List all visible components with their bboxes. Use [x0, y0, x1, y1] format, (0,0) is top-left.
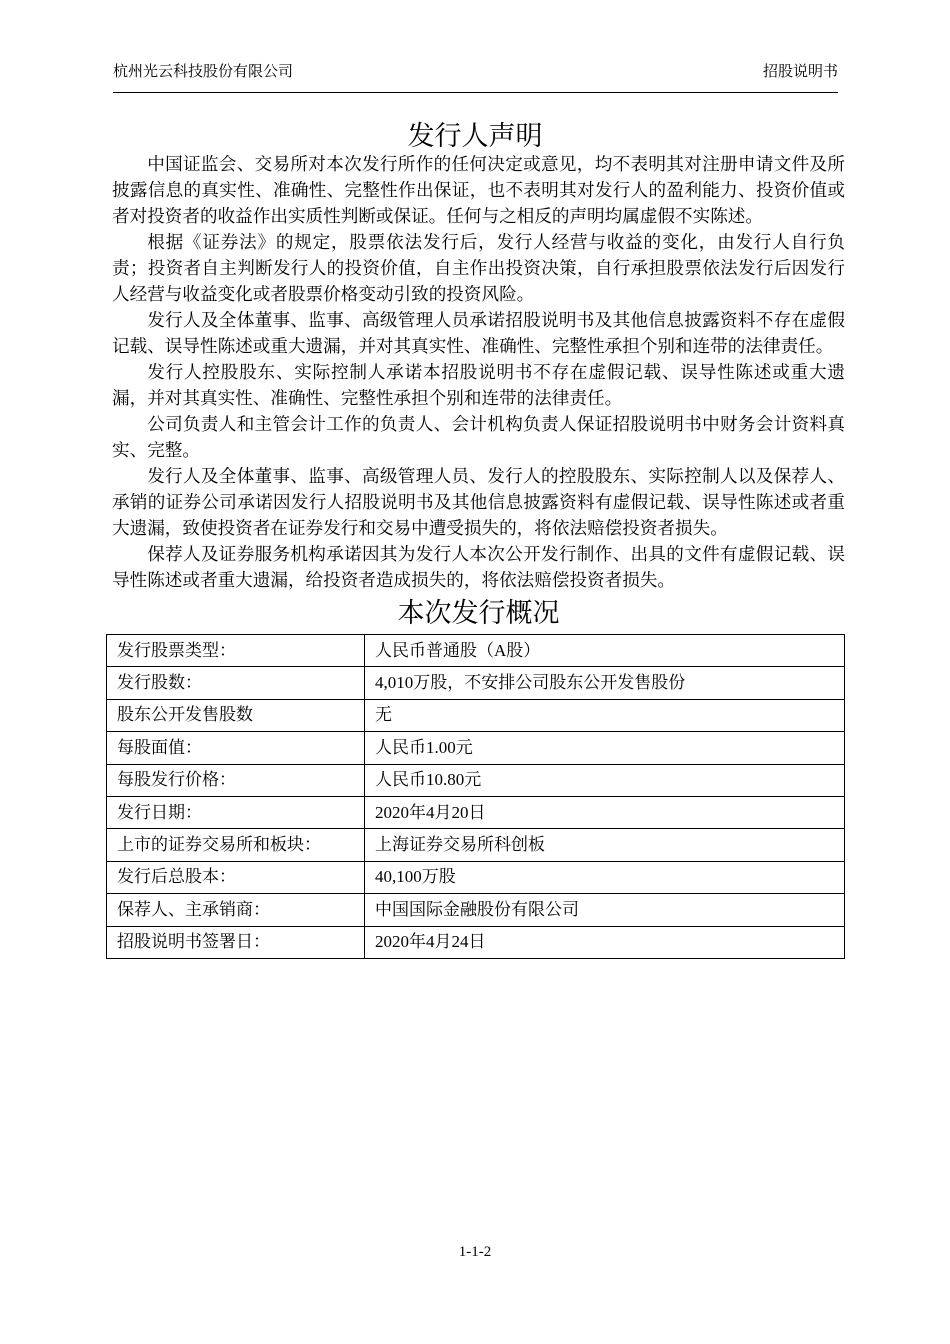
paragraph: 根据《证券法》的规定，股票依法发行后，发行人经营与收益的变化，由发行人自行负责；投资者自主判断发行人的投资价值，自主作出投资决策，自行承担股票依法发行后因发行人经营与收益变化或者股票价格变动引致的投资风险。 [112, 233, 845, 305]
paragraph: 中国证监会、交易所对本次发行所作的任何决定或意见，均不表明其对注册申请文件及所披露信息的真实性、准确性、完整性作出保证，也不表明其对发行人的盈利能力、投资价值或者对投资者的收益作出实质性判断或保证。任何与之相反的声明均属虚假不实陈述。 [112, 155, 845, 227]
paragraph: 发行人及全体董事、监事、高级管理人员、发行人的控股股东、实际控制人以及保荐人、承销的证券公司承诺因发行人招股说明书及其他信息披露资料有虚假记载、误导性陈述或者重大遗漏，致使投资者在证券发行和交易中遭受损失的，将依法赔偿投资者损失。 [112, 467, 845, 539]
table-row [107, 861, 845, 893]
row-label: 上市的证券交易所和板块： [107, 829, 365, 861]
row-label: 发行后总股本： [107, 861, 365, 893]
table-row [107, 926, 845, 958]
table-row [107, 635, 845, 667]
paragraph: 保荐人及证券服务机构承诺因其为发行人本次公开发行制作、出具的文件有虚假记载、误导性陈述或者重大遗漏，给投资者造成损失的，将依法赔偿投资者损失。 [112, 545, 845, 591]
paragraph: 发行人控股股东、实际控制人承诺本招股说明书不存在虚假记载、误导性陈述或重大遗漏，并对其真实性、准确性、完整性承担个别和连带的法律责任。 [112, 363, 845, 409]
declaration-paragraphs [112, 152, 845, 594]
row-value: 中国国际金融股份有限公司 [365, 894, 845, 926]
row-label: 发行日期： [107, 796, 365, 828]
row-label: 股东公开发售股数 [107, 699, 365, 731]
overview-table [106, 634, 845, 959]
table-row [107, 699, 845, 731]
paragraph: 发行人及全体董事、监事、高级管理人员承诺招股说明书及其他信息披露资料不存在虚假记载、误导性陈述或重大遗漏，并对其真实性、准确性、完整性承担个别和连带的法律责任。 [112, 311, 845, 357]
row-value: 人民币10.80元 [365, 764, 845, 796]
table-row [107, 894, 845, 926]
table-row [107, 667, 845, 699]
row-label: 发行股数： [107, 667, 365, 699]
row-label: 每股面值： [107, 732, 365, 764]
document-type: 招股说明书 [762, 62, 838, 80]
row-label: 保荐人、主承销商： [107, 894, 365, 926]
row-label: 招股说明书签署日： [107, 926, 365, 958]
row-value: 4,010万股，不安排公司股东公开发售股份 [365, 667, 845, 699]
row-value: 人民币普通股（A股） [365, 635, 845, 667]
row-label: 每股发行价格： [107, 764, 365, 796]
page-header [113, 60, 838, 93]
row-value: 人民币1.00元 [365, 732, 845, 764]
row-value: 无 [365, 699, 845, 731]
row-value: 2020年4月24日 [365, 926, 845, 958]
table-row [107, 764, 845, 796]
table-row [107, 829, 845, 861]
body [112, 152, 845, 959]
row-label: 发行股票类型： [107, 635, 365, 667]
row-value: 上海证券交易所科创板 [365, 829, 845, 861]
overview-title: 本次发行概况 [397, 598, 560, 629]
row-value: 2020年4月20日 [365, 796, 845, 828]
page-title: 发行人声明 [407, 121, 543, 152]
page-number: 1-1-2 [458, 1244, 492, 1260]
table-row [107, 732, 845, 764]
row-value: 40,100万股 [365, 861, 845, 893]
table-row [107, 796, 845, 828]
paragraph: 公司负责人和主管会计工作的负责人、会计机构负责人保证招股说明书中财务会计资料真实、完整。 [112, 415, 845, 461]
company-name: 杭州光云科技股份有限公司 [113, 62, 294, 80]
